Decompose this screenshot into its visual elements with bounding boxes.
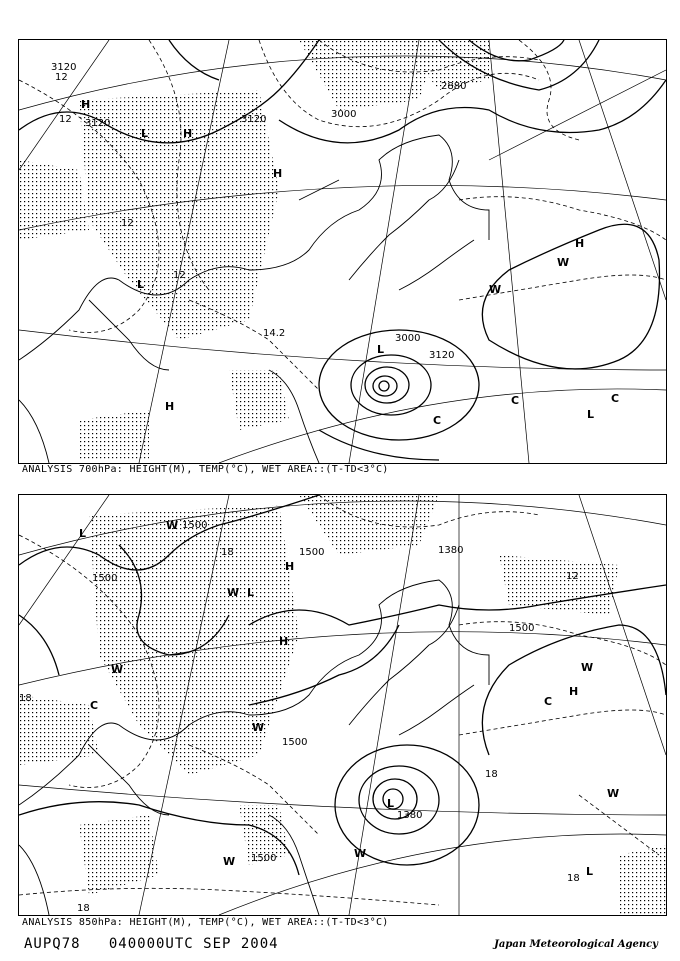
pressure-center: H (165, 400, 175, 413)
pressure-center: L (141, 127, 149, 140)
pressure-center: L (387, 797, 395, 810)
contour-label: 1500 (299, 547, 325, 558)
pressure-center: H (285, 560, 295, 573)
pressure-center: W (227, 586, 240, 599)
contour-label: 1500 (282, 737, 308, 748)
pressure-center: W (223, 855, 236, 868)
pressure-center: H (81, 98, 91, 111)
contour-label: 18 (485, 769, 498, 780)
pressure-center: C (544, 695, 553, 708)
chart-700hpa (18, 39, 667, 464)
pressure-center: W (607, 787, 620, 800)
pressure-center: C (433, 414, 442, 427)
pressure-center: H (183, 127, 193, 140)
contour-label: 1500 (509, 623, 535, 634)
pressure-center: W (581, 661, 594, 674)
chart-850hpa (18, 494, 667, 916)
pressure-center: H (569, 685, 579, 698)
contour-label: 1500 (92, 573, 118, 584)
pressure-center: W (489, 283, 502, 296)
map-700hpa (19, 40, 666, 463)
pressure-center: W (557, 256, 570, 269)
caption-850hpa: ANALYSIS 850hPa: HEIGHT(M), TEMP(°C), WET AREA::(T-TD<3°C) (22, 917, 389, 928)
contour-label: 18 (221, 547, 234, 558)
wet-area-shading (19, 495, 666, 915)
contour-label: 18 (77, 903, 90, 914)
contour-label: 12 (173, 270, 186, 281)
pressure-center: W (354, 847, 367, 860)
pressure-center: C (611, 392, 620, 405)
pressure-center: L (586, 865, 594, 878)
agency-name: Japan Meteorological Agency (494, 939, 658, 950)
pressure-center: L (79, 527, 87, 540)
contour-label: 12 (566, 571, 579, 582)
pressure-center: C (511, 394, 520, 407)
contour-label: 1380 (438, 545, 464, 556)
contour-label: 12 (59, 114, 72, 125)
pressure-center: H (279, 635, 289, 648)
contour-label: 1500 (251, 853, 277, 864)
pressure-center: W (252, 721, 265, 734)
caption-700hpa: ANALYSIS 700hPa: HEIGHT(M), TEMP(°C), WET AREA::(T-TD<3°C) (22, 464, 389, 475)
contour-label: 12 (55, 72, 68, 83)
contour-label: 14.2 (263, 328, 286, 339)
pressure-center: L (377, 343, 385, 356)
contour-label: 1500 (182, 520, 208, 531)
contour-label: 3000 (395, 333, 421, 344)
contour-label: 3120 (51, 62, 77, 73)
pressure-center: L (137, 278, 145, 291)
pressure-center: L (587, 408, 595, 421)
map-850hpa (19, 495, 666, 915)
pressure-center: H (273, 167, 283, 180)
contour-label: 3120 (241, 114, 267, 125)
contour-label: 2880 (441, 81, 467, 92)
pressure-center: L (247, 586, 255, 599)
pressure-center: C (90, 699, 99, 712)
contour-label: 3000 (331, 109, 357, 120)
pressure-center: H (575, 237, 585, 250)
contour-label: 18 (19, 693, 32, 704)
contour-label: 12 (121, 218, 134, 229)
pressure-center: W (166, 519, 179, 532)
contour-label: 18 (567, 873, 580, 884)
bulletin-code: AUPQ78 040000UTC SEP 2004 (24, 936, 279, 952)
contour-label: 1380 (397, 810, 423, 821)
contour-label: 3120 (85, 118, 111, 129)
pressure-center: W (111, 663, 124, 676)
contour-label: 3120 (429, 350, 455, 361)
